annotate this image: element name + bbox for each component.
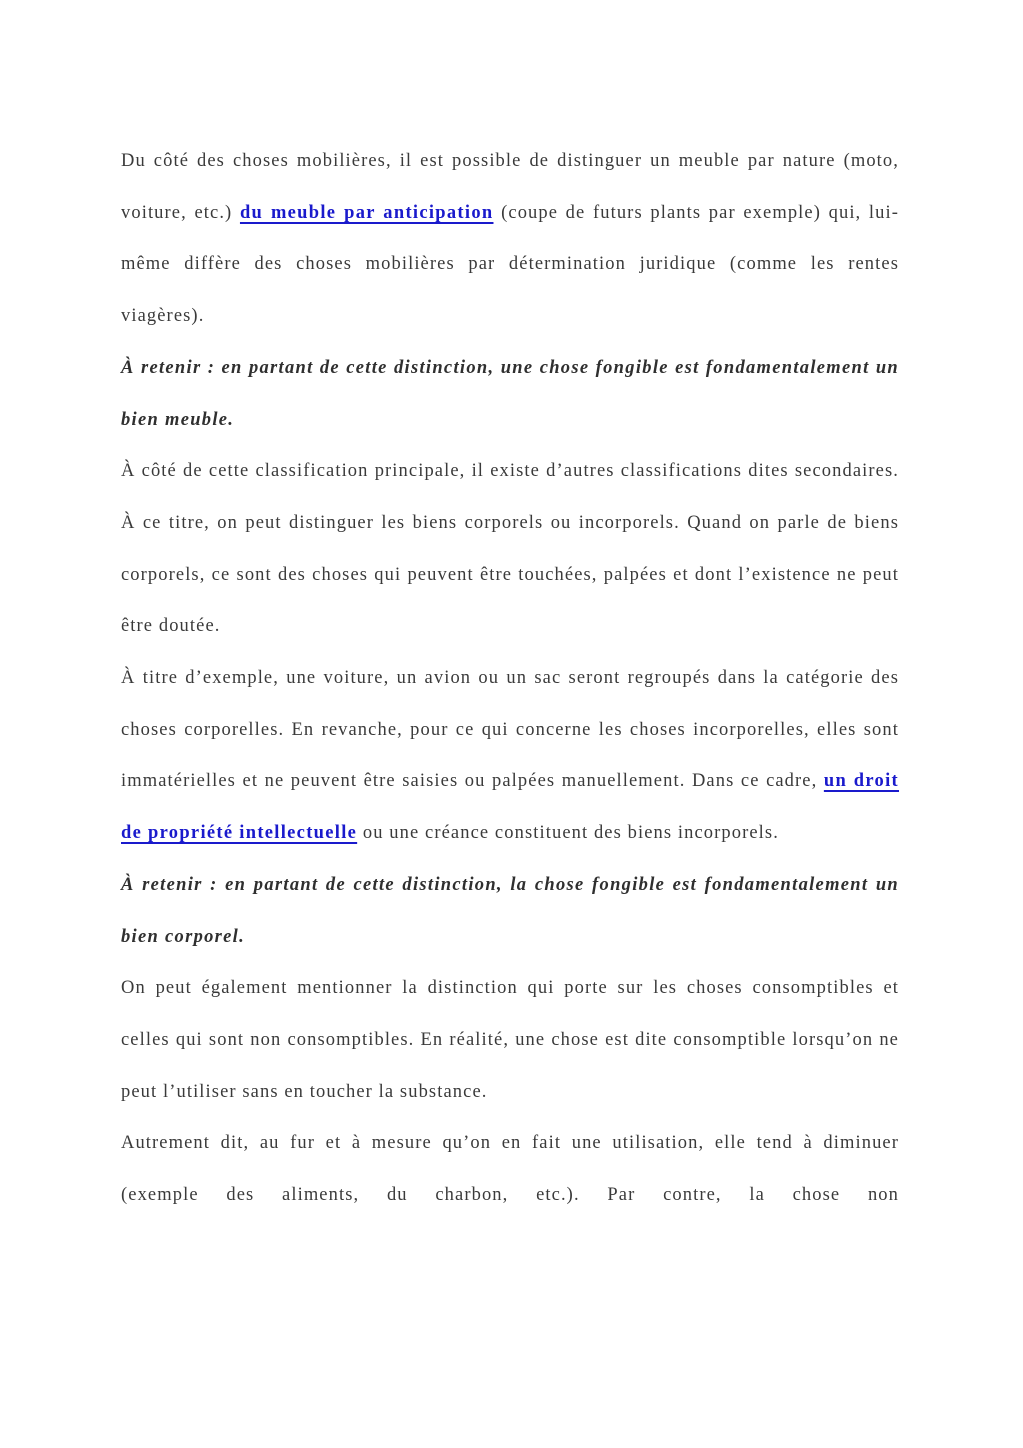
paragraph-text: ou une créance constituent des biens incorporels. xyxy=(357,823,779,844)
paragraph-text: Du côté des choses mobilières, il est possible de distinguer un meuble par nature (moto, voiture, etc.) xyxy=(121,151,899,223)
note-a-retenir-bien-corporel: À retenir : en partant de cette distinction, la chose fongible est fondamentalement un bien corporel. xyxy=(121,874,899,947)
paragraph-text: (coupe de futurs plants par exemple) qui, lui-même diffère des choses mobilières par détermination juridique (comme les rentes viagères). xyxy=(121,202,900,327)
paragraph-utilisation-diminuer: Autrement dit, au fur et à mesure qu’on en fait une utilisation, elle tend à diminuer (exemple des aliments, du charbon, etc.). Par contre, la chose non xyxy=(121,1133,899,1206)
link-droit-propriete-intellectuelle[interactable]: un droit de propriété intellectuelle xyxy=(121,771,900,844)
paragraph-biens-corporels: À côté de cette classification principale, il existe d’autres classifications dites secondaires. À ce titre, on peut distinguer les biens corporels ou incorporels. Quand on parle de biens corporels, ce sont des choses qui peuvent être touchées, palpées et dont l’existence ne peut être doutée. xyxy=(121,461,899,637)
link-meuble-par-anticipation[interactable]: du meuble par anticipation xyxy=(239,202,494,223)
paragraph-meubles-mobiliers xyxy=(121,136,899,343)
note-a-retenir-bien-meuble: À retenir : en partant de cette distinction, une chose fongible est fondamentalement un bien meuble. xyxy=(121,357,899,430)
paragraph-text: À titre d’exemple, une voiture, un avion ou un sac seront regroupés dans la catégorie des choses corporelles. En revanche, pour ce qui concerne les choses incorporelles, elles sont immatérielles et ne peuvent être saisies ou palpées manuellement. Dans ce cadre, xyxy=(121,668,899,792)
paragraph-choses-incorporelles xyxy=(121,653,899,860)
paragraph-choses-consomptibles: On peut également mentionner la distinction qui porte sur les choses consomptibles et celles qui sont non consomptibles. En réalité, une chose est dite consomptible lorsqu’on ne peut l’utiliser sans en toucher la substance. xyxy=(121,978,899,1102)
document-page xyxy=(121,136,899,1222)
